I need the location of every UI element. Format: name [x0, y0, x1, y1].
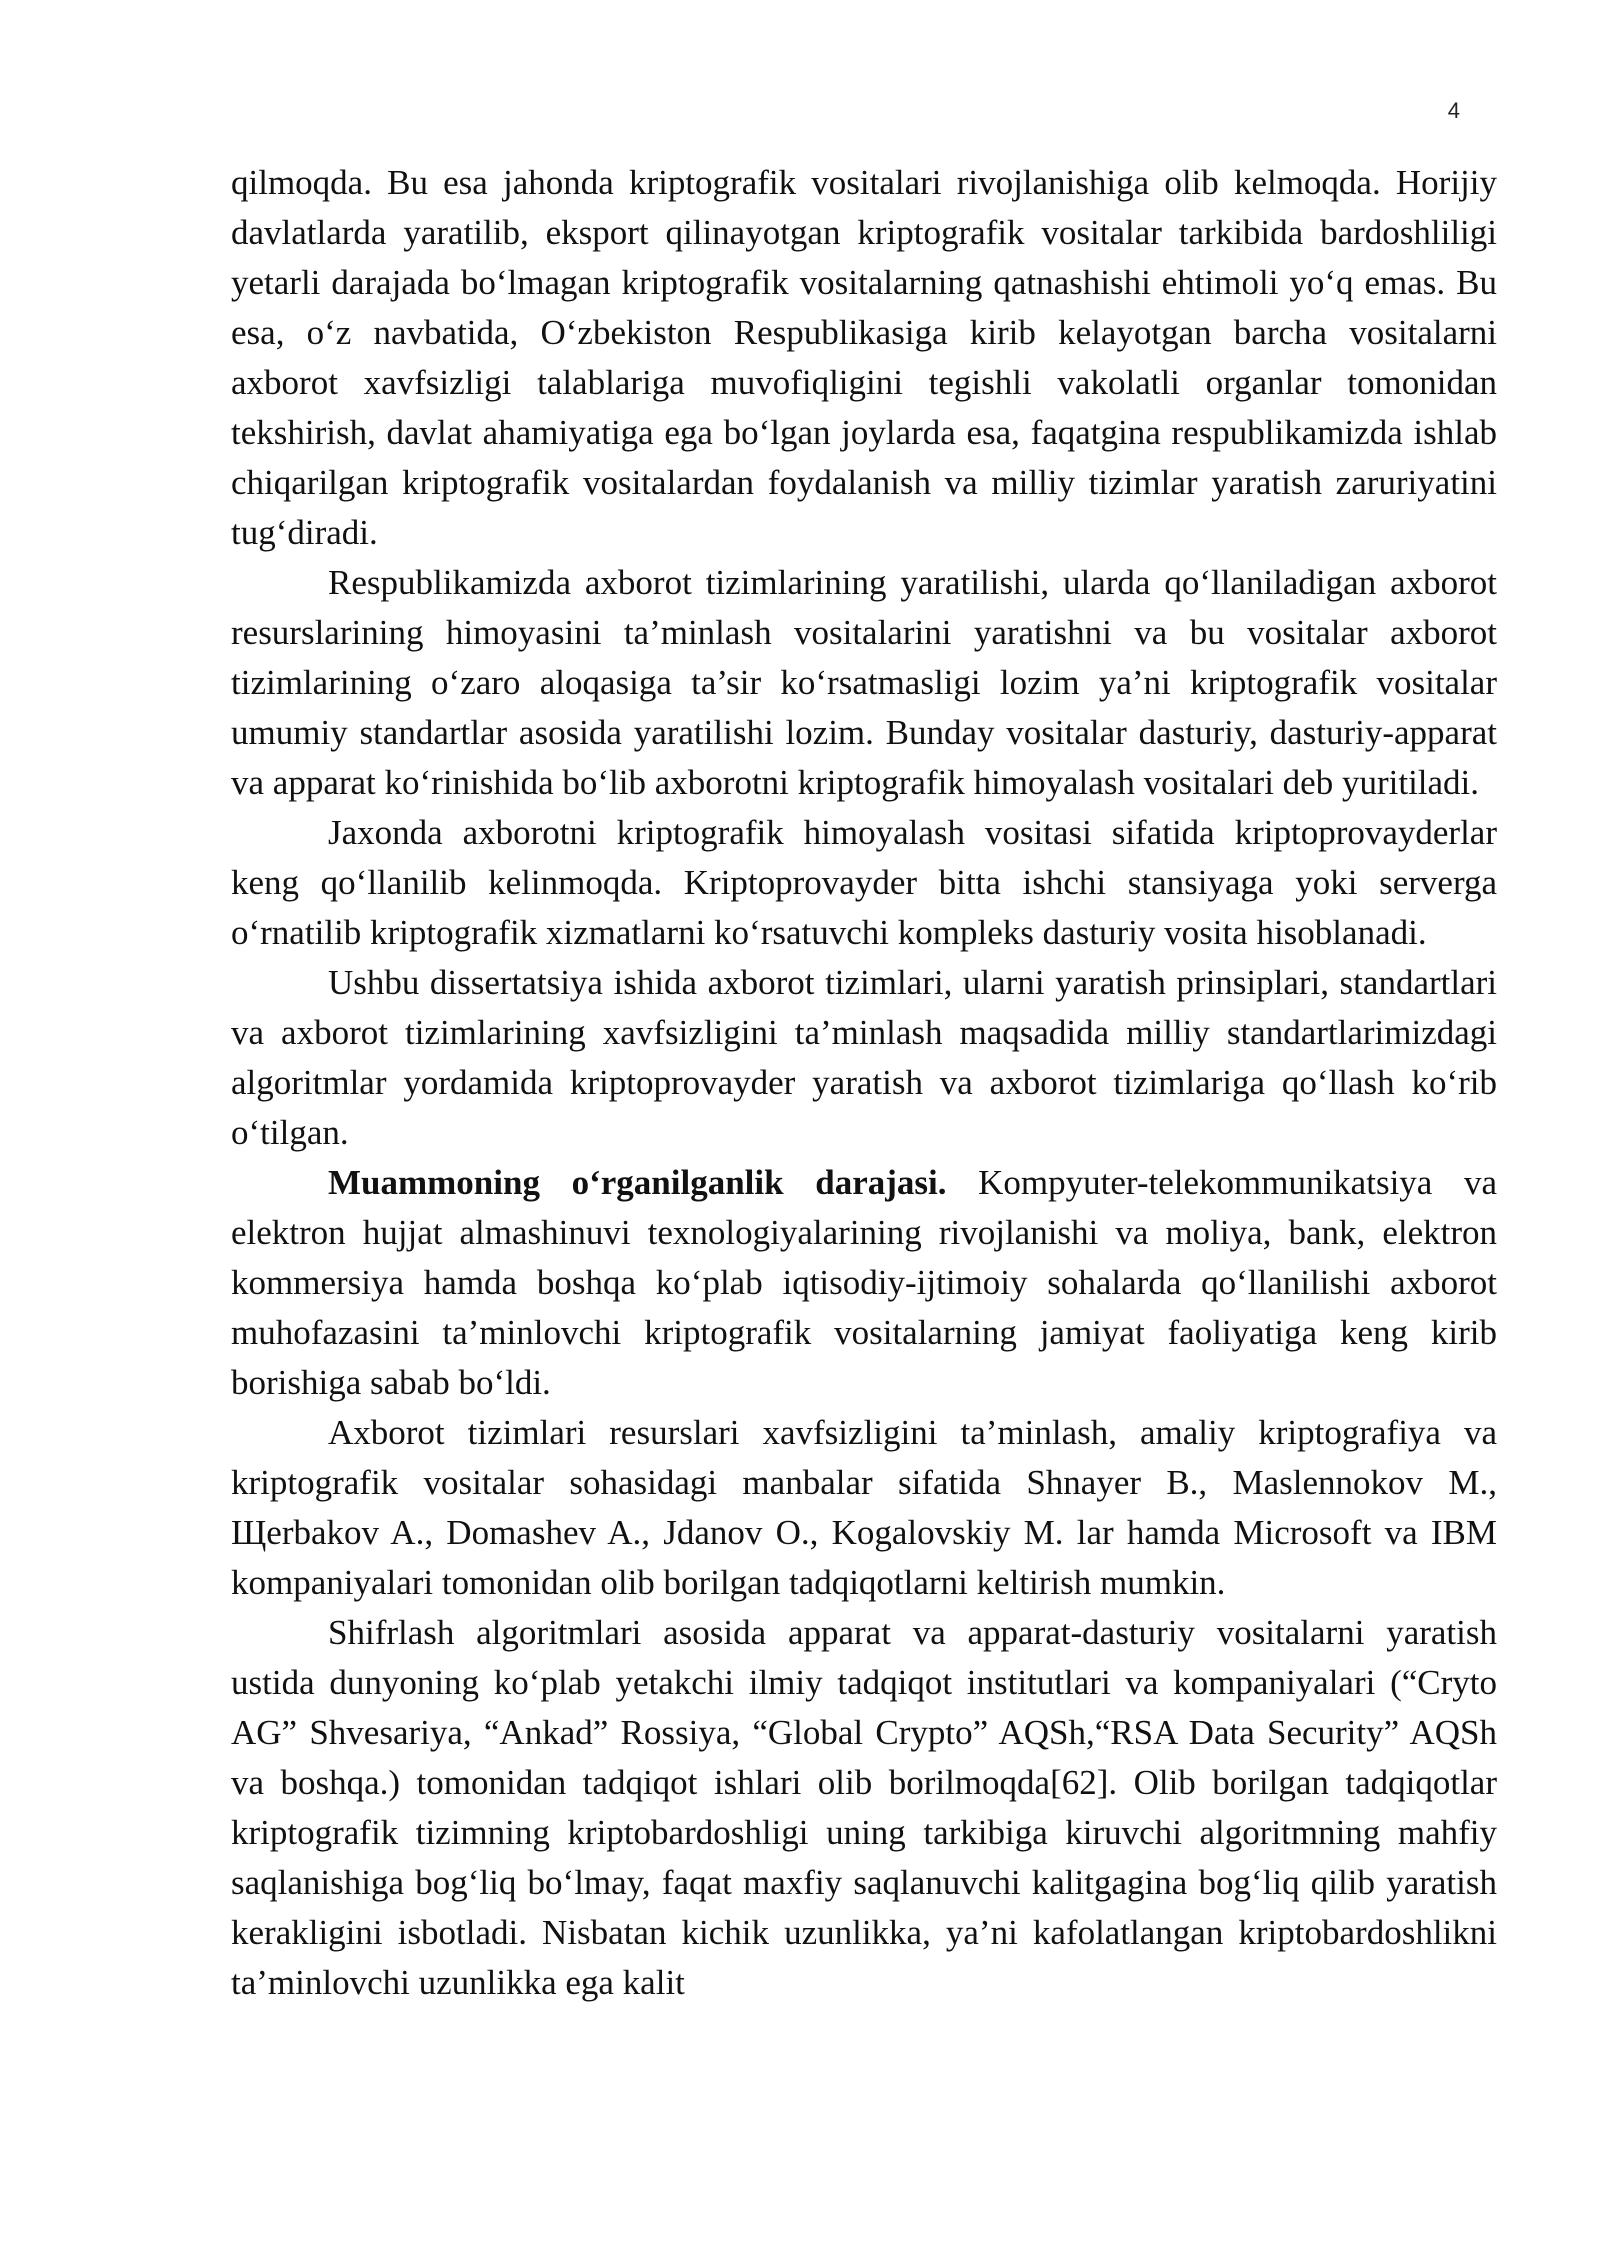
- page-number: 4: [1447, 98, 1460, 123]
- paragraph-6: Axborot tizimlari resurslari xavfsizligini ta’minlash, amaliy kriptografiya va kriptografik vositalar sohasidagi manbalar sifatida Shnayer B., Maslennokov M., Щerbakov A., Domashev A., Jdanov O., Kogalovskiy M. lar hamda Microsoft va IBM kompaniyalari tomonidan olib borilgan tadqiqotlarni keltirish mumkin.: [231, 1413, 1497, 1602]
- paragraph-5-text: Kompyuter-telekommunikatsiya va elektron hujjat almashinuvi texnologiyalarining rivojlanishi va moliya, bank, elektron kommersiya hamda boshqa ko‘plab iqtisodiy-ijtimoiy sohalarda qo‘llanilishi axborot muhofazasini ta’minlovchi kriptografik vositalarning jamiyat faoliyatiga keng kirib borishiga sabab bo‘ldi.: [231, 1163, 1497, 1402]
- paragraph-1: qilmoqda. Bu esa jahonda kriptografik vositalari rivojlanishiga olib kelmoqda. Horijiy davlatlarda yaratilib, eksport qilinayotgan kriptografik vositalar tarkibida bardoshliligi yetarli darajada bo‘lmagan kriptografik vositalarning qatnashishi ehtimoli yo‘q emas. Bu esa, o‘z navbatida, O‘zbekiston Respublikasiga kirib kelayotgan barcha vositalarni axborot xavfsizligi talablariga muvofiqligini tegishli vakolatli organlar tomonidan tekshirish, davlat ahamiyatiga ega bo‘lgan joylarda esa, faqatgina respublikamizda ishlab chiqarilgan kriptografik vositalardan foydalanish va milliy tizimlar yaratish zaruriyatini tug‘diradi.: [231, 163, 1497, 552]
- document-body: [231, 158, 1497, 2008]
- paragraph-2: Respublikamizda axborot tizimlarining yaratilishi, ularda qo‘llaniladigan axborot resurslarining himoyasini ta’minlash vositalarini yaratishni va bu vositalar axborot tizimlarining o‘zaro aloqasiga ta’sir ko‘rsatmasligi lozim ya’ni kriptografik vositalar umumiy standartlar asosida yaratilishi lozim. Bunday vositalar dasturiy, dasturiy-apparat va apparat ko‘rinishida bo‘lib axborotni kriptografik himoyalash vositalari deb yuritiladi.: [231, 563, 1497, 802]
- paragraph-4: Ushbu dissertatsiya ishida axborot tizimlari, ularni yaratish prinsiplari, standartlari va axborot tizimlarining xavfsizligini ta’minlash maqsadida milliy standartlarimizdagi algoritmlar yordamida kriptoprovayder yaratish va axborot tizimlariga qo‘llash ko‘rib o‘tilgan.: [231, 963, 1497, 1152]
- paragraph-7: Shifrlash algoritmlari asosida apparat va apparat-dasturiy vositalarni yaratish ustida dunyoning ko‘plab yetakchi ilmiy tadqiqot institutlari va kompaniyalari (“Cryto AG” Shvesariya, “Ankad” Rossiya, “Global Crypto” AQSh,“RSA Data Security” AQSh va boshqa.) tomonidan tadqiqot ishlari olib borilmoqda[62]. Olib borilgan tadqiqotlar kriptografik tizimning kriptobardoshligi uning tarkibiga kiruvchi algoritmning mahfiy saqlanishiga bog‘liq bo‘lmay, faqat maxfiy saqlanuvchi kalitgagina bog‘liq qilib yaratish kerakligini isbotladi. Nisbatan kichik uzunlikka, ya’ni kafolatlangan kriptobardoshlikni ta’minlovchi uzunlikka ega kalit: [231, 1613, 1497, 2002]
- section-heading: Muammoning o‘rganilganlik darajasi.: [328, 1163, 947, 1202]
- paragraph-3: Jaxonda axborotni kriptografik himoyalash vositasi sifatida kriptoprovayderlar keng qo‘llanilib kelinmoqda. Kriptoprovayder bitta ishchi stansiyaga yoki serverga o‘rnatilib kriptografik xizmatlarni ko‘rsatuvchi kompleks dasturiy vosita hisoblanadi.: [231, 813, 1497, 952]
- paragraph-5: [231, 1158, 1497, 1408]
